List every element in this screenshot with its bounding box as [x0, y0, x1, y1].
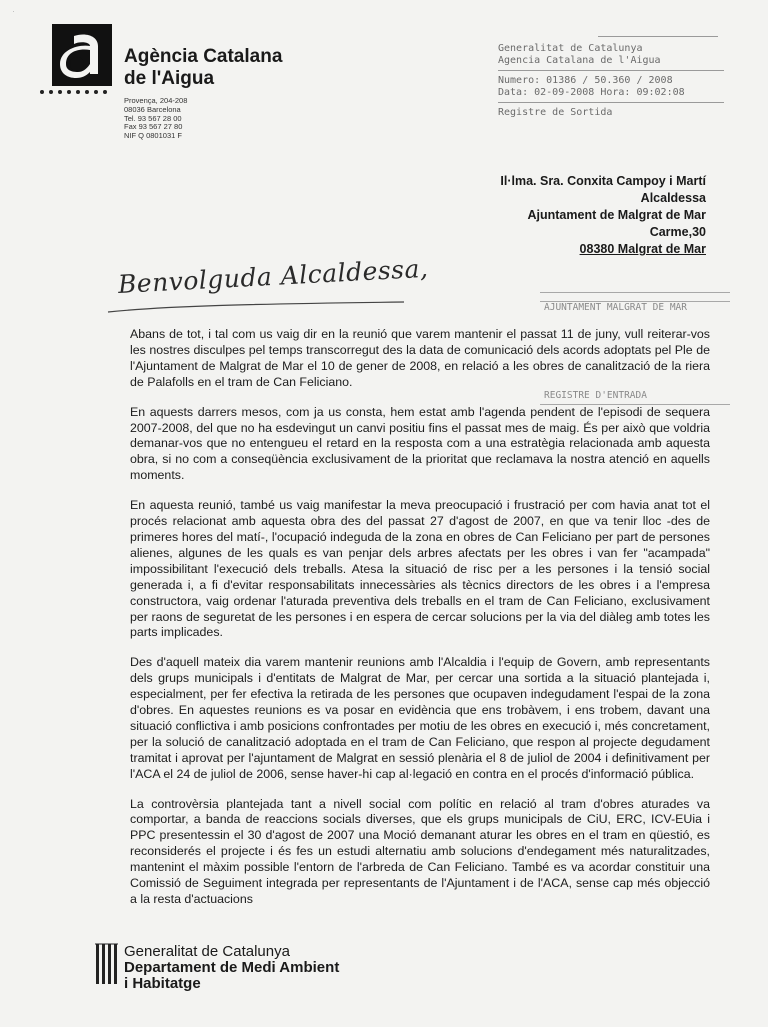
address-line: NIF Q 0801031 F	[124, 131, 182, 141]
generalitat-logo-icon	[94, 942, 120, 986]
address-line: 08036 Barcelona	[124, 104, 181, 114]
paragraph: En aquests darrers mesos, com ja us consta, hem estat amb l'agenda pendent de l'episodi de sequera 2007-2008, del que no ha esdevingut un canvi positiu fins el passat mes de maig. És per això que voldria demanar-vos que no entengueu el retard en la resposta com a una estratègia relacionada amb aquesta obra, si no com a conseqüència exclusivament de la prioritat que reclamava la nostra atenció en aquells moments.	[130, 404, 710, 483]
stamp-date: Data: 02-09-2008 Hora: 09:02:08	[498, 87, 685, 98]
letter-body	[130, 327, 710, 922]
aca-logo-icon	[52, 24, 112, 86]
footer-line2: Departament de Medi Ambient	[124, 959, 340, 976]
footer-line3: i Habitatge	[124, 975, 201, 992]
agency-name-line2: de l'Aigua	[124, 68, 215, 89]
address-line: Fax 93 567 27 80	[124, 122, 183, 132]
recipient-block	[500, 173, 706, 258]
logo-dots-decoration	[40, 90, 107, 94]
recipient-name: Il·lma. Sra. Conxita Campoy i Martí	[500, 174, 706, 188]
paragraph: Des d'aquell mateix dia varem mantenir reunions amb l'Alcaldia i l'equip de Govern, amb representants dels grups municipals i d'entitats de Malgrat de Mar, per cercar una sortida a la situació plantejada i, especialment, per fer efectiva la retirada de les persones que ocupaven indegudament l'espai de la zona d'obres. En aquestes reunions es va posar en evidència que ens trobàvem, i ens trobem, davant una situació conflictiva i amb posicions confrontades per motiu de les obres en execució i, més concretament, per la solució de canalització adoptada en el tram de Can Feliciano, que respon al projecte degudament tramitat i aprovat per l'ajuntament de Malgrat en sessió plenària el 8 de juliol de 2004 i definitivament per l'ACA el 24 de juliol de 2006, sense haver-hi cap al·legació en contra en el procés d'informació pública.	[130, 655, 710, 781]
salutation-underline-stroke	[106, 300, 406, 318]
stamp-number: Numero: 01386 / 50.360 / 2008	[498, 75, 673, 86]
address-line: Provença, 204-208	[124, 96, 188, 105]
entry-stamp	[540, 292, 730, 401]
address-line: Tel. 93 567 28 00	[124, 113, 182, 123]
agency-name-line1: Agència Catalana	[124, 46, 283, 67]
stamp-line1: Generalitat de Catalunya	[498, 43, 643, 54]
footer-department	[124, 944, 339, 992]
stamp-label: Registre de Sortida	[498, 107, 613, 118]
agency-address	[124, 97, 187, 141]
paragraph: En aquesta reunió, també us vaig manifestar la meva preocupació i frustració per com havia anat tot el procés relacionat amb aquesta obra des del passat 27 d'agost de 2007, en que va tenir lloc -des de primeres hores del matí-, l'ocupació indeguda de la zona en obres de Can Feliciano per part de persones alienes, algunes de les quals es van penjar dels arbres afectats per les obres i van fer "acampada" impossibilitant l'execució dels treballs. Atesa la situació de risc per a les persones i la tensió social generada i, a fi d'evitar responsabilitats innecessàries als tècnics directors de les obres i a l'empresa constructora, vaig ordenar l'aturada preventiva dels treballs en el tram de Can Feliciano, exclusivament per raons de seguretat de les persones i en espera de cercar solucions per la via del diàleg amb totes les parts implicades.	[130, 498, 710, 640]
paragraph: La controvèrsia plantejada tant a nivell social com polític en relació al tram d'obres aturades va comportar, a banda de reaccions socials diverses, que els grups municipals de CiU, ERC, ICV-EUia i PPC presentessin el 30 d'agost de 2007 una Moció demanant aturar les obres en el tram en qüestió, es reconsiderés el projecte i és fes un estudi alternatiu amb solucions d'endegament més naturalitzades, mantenint el màxim possible l'entorn de l'arbreda de Can Feliciano. També es va acordar constituir una Comissió de Seguiment integrada per representants de l'Ajuntament i de l'ACA, sense cap més objecció a la resta d'actuacions	[130, 796, 710, 906]
entry-stamp-top: AJUNTAMENT MALGRAT DE MAR	[544, 302, 687, 313]
recipient-org: Ajuntament de Malgrat de Mar	[527, 208, 706, 222]
agency-name	[124, 46, 282, 90]
recipient-street: Carme,30	[649, 225, 706, 239]
handwritten-salutation: Benvolguda Alcaldessa,	[117, 253, 430, 299]
entry-stamp-bottom: REGISTRE D'ENTRADA	[544, 390, 647, 401]
footer-line1: Generalitat de Catalunya	[124, 943, 290, 960]
recipient-title: Alcaldessa	[640, 191, 706, 205]
stamp-line2: Agencia Catalana de l'Aigua	[498, 55, 661, 66]
registry-stamp	[498, 36, 724, 119]
recipient-city: 08380 Malgrat de Mar	[579, 242, 706, 256]
paragraph: Abans de tot, i tal com us vaig dir en la reunió que varem mantenir el passat 11 de juny, vull reiterar-vos les nostres disculpes pel temps transcorregut des la data de comunicació dels acords adoptats pel Ple de l'Ajuntament de Malgrat de Mar el 10 de gener de 2008, en relació a les obres de canalització de la riera de Palafolls en el tram de Can Feliciano.	[130, 327, 710, 389]
margin-mark: ·	[12, 6, 15, 16]
